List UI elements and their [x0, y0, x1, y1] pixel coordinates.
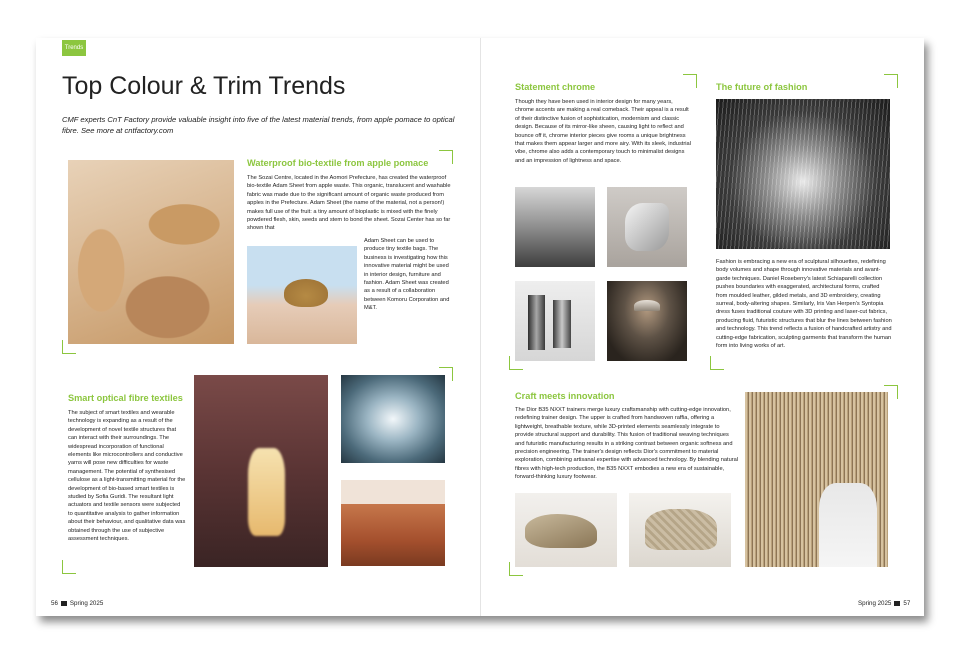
glowing-textile-image	[194, 375, 328, 567]
biotextile-text-top: The Sozai Centre, located in the Aomori Prefecture, has created the waterproof bio-textile Adam Sheet from apple waste. This organic, translucent and washable fabric was made due to the significant amount of organic waste produced from apples in the Prefecture. Adam Sheet (the name of the material, not a person!) makes full use of the fruit: a tiny amount of bioplastic is mixed with the finely powdered flesh, skin, seeds and stem to bond the sheet. Sozai Center has so far shown that	[247, 175, 451, 232]
sculptural-fabric-image	[716, 99, 890, 249]
craft-text: The Dior B35 NXXT trainers merge luxury craftsmanship with cutting-edge innovation, redefining trainer design. The upper is crafted from handwoven raffia, offering a lightweight, breathable texture, while 3D-printed elements seamlessly integrate to provide structural support and durability. This fusion of traditional weaving techniques and futuristic manufacturing results in a striking contrast between organic softness and precision engineering. The trainer's design reflects Dior's commitment to material exploration, combining artisanal expertise with advanced technology. By blending natural fibres with high-tech production, the B35 NXXT embodies a new era of sustainable, forward-thinking luxury footwear.	[515, 407, 739, 481]
chrome-lamp-image	[607, 281, 687, 361]
footer-right	[858, 600, 910, 607]
optical-fibre-image	[341, 375, 445, 463]
corner-mark	[509, 356, 523, 370]
hand-powder-image	[247, 246, 357, 344]
trainer-detail-image	[629, 493, 731, 567]
footer-left	[51, 600, 103, 607]
chrome-heading: Statement chrome	[515, 82, 596, 92]
section-tag: Trends	[62, 40, 86, 56]
page-title: Top Colour & Trim Trends	[62, 72, 346, 100]
issue-label: Spring 2025	[69, 600, 104, 607]
chrome-text: Though they have been used in interior design for many years, chrome accents are making a real comeback. Their appeal is a result of their distinctive fusion of sophistication, modernism and classic design. Because of its mirror-like sheen, causing light to reflect and bounce off it, chrome interior pieces give rooms a unique brightness that makes them appear larger and more airy. With its sleek, industrial vibe, chrome also adds a contemporary touch to minimalist designs and an impression of lightness and space.	[515, 99, 691, 164]
corner-mark	[683, 74, 697, 88]
page-gutter	[480, 38, 481, 616]
biotextile-heading: Waterproof bio-textile from apple pomace	[247, 158, 429, 168]
chrome-chair-image	[607, 187, 687, 267]
intro-text: CMF experts CnT Factory provide valuable insight into five of the latest material trends, from apple pomace to optical fibre. See more at cntfactory.com	[62, 115, 455, 135]
chrome-faucet-image	[515, 187, 595, 267]
optical-text: The subject of smart textiles and wearable technology is expanding as a result of the development of novel textile structures that can interact with their surroundings. The widespread incorporation of functional elements like microcontrollers and conductive yarns will pose new difficulties for waste management. The potential of synthesised cellulose as a light-transmitting material for the development of bio-based smart textiles is studied by Sofia Guridi. The resultant light actuators and textile sensors were subjected to quantitative analysis to gather information about their behaviour, and qualitative data was obtained through the use of subjective assessment techniques.	[68, 410, 186, 543]
corner-mark	[710, 356, 724, 370]
copper-textile-image	[341, 480, 445, 566]
page-number: 56	[51, 600, 58, 607]
chrome-vases-image	[515, 281, 595, 361]
craft-heading: Craft meets innovation	[515, 391, 615, 401]
book-icon	[61, 601, 67, 606]
optical-heading: Smart optical fibre textiles	[68, 393, 183, 403]
fashion-text: Fashion is embracing a new era of sculptural silhouettes, redefining body volumes and shape through innovative materials and avant-garde techniques. Daniel Roseberry's latest Schiaparelli collection pushes boundaries with exaggerated, architectural forms, crafted from moulded leather, gilded metals, and 3D embroidery, creating surreal, body-altering shapes. Similarly, Iris Van Herpen's Syntopia dress fuses traditional couture with 3D printing and laser-cut fabrics, producing fluid, futuristic structures that blur the lines between fashion and technology. This trend reflects a fusion of handcrafted artistry and cutting-edge fabrication, sculpting garments that transform the human form into living works of art.	[716, 259, 892, 350]
trainer-image	[515, 493, 617, 567]
biotextile-text-side: Adam Sheet can be used to produce tiny textile bags. The business is investigating how this innovative material might be used in interior design, furniture and fashion. Adam Sheet was created as a result of a collaboration between Komoru Corporation and M&T.	[364, 238, 450, 312]
corner-mark	[509, 562, 523, 576]
issue-label: Spring 2025	[858, 600, 892, 607]
page-number: 57	[903, 600, 911, 607]
corner-mark	[62, 560, 76, 574]
corner-mark	[884, 74, 898, 88]
apple-pomace-image	[68, 160, 234, 344]
book-icon	[894, 601, 900, 606]
weaving-image	[745, 392, 888, 567]
fashion-heading: The future of fashion	[716, 82, 808, 92]
corner-mark	[439, 150, 453, 164]
